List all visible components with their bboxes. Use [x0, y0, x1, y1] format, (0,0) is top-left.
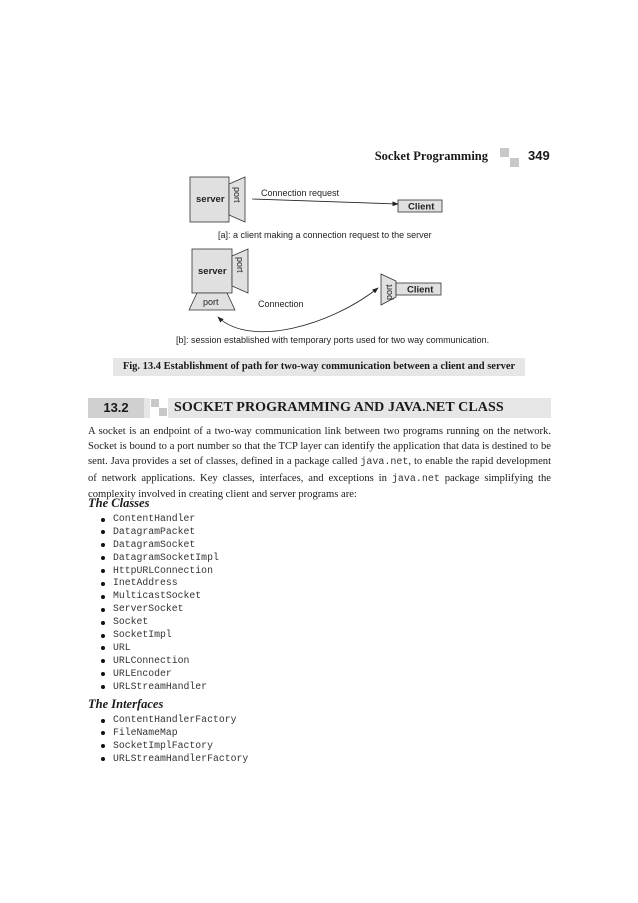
list-item: DatagramSocketImpl	[0, 552, 219, 565]
section-title: SOCKET PROGRAMMING AND JAVA.NET CLASS	[174, 400, 504, 415]
figure-13-4	[0, 170, 638, 360]
list-item: SocketImplFactory	[0, 740, 248, 753]
list-item: URLEncoder	[0, 668, 219, 681]
list-item: MulticastSocket	[0, 590, 219, 603]
sub-caption-a: [a]: a client making a connection request to the server	[218, 230, 432, 240]
port-top-label-b: port	[235, 257, 245, 273]
client-port-label-b: port	[384, 284, 394, 300]
running-head-title: Socket Programming	[374, 149, 488, 163]
server-label-a: server	[196, 194, 225, 205]
code-java-net: java.net	[391, 473, 440, 485]
sub-caption-b: [b]: session established with temporary ports used for two way communication.	[176, 335, 490, 345]
port-label-a: port	[232, 187, 242, 203]
paragraph-text: A socket is an endpoint of a two-way communication link between two programs running on the network. Socket is bound to a port number so that the TCP layer can identify the application that data is destined to be sent. Java provides a set of classes, defined in a package called	[88, 426, 551, 468]
list-item: DatagramSocket	[0, 539, 219, 552]
section-number: 13.2	[88, 398, 144, 418]
decorative-squares-icon	[150, 398, 168, 418]
code-java-net: java.net	[360, 457, 409, 469]
connection-label: Connection	[258, 299, 304, 309]
decorative-squares-icon	[500, 148, 520, 168]
list-item: URLStreamHandler	[0, 681, 219, 694]
list-item: FileNameMap	[0, 727, 248, 740]
list-item: URLConnection	[0, 655, 219, 668]
figure-caption: Fig. 13.4 Establishment of path for two-way communication between a client and server	[113, 358, 525, 376]
interfaces-heading: The Interfaces	[88, 697, 164, 711]
port-bottom-label-b: port	[203, 297, 219, 307]
interfaces-list	[0, 714, 248, 766]
list-item: Socket	[0, 616, 219, 629]
list-item: ContentHandler	[0, 513, 219, 526]
connection-diagram	[0, 170, 638, 360]
page-number: 349	[528, 148, 550, 163]
list-item: URLStreamHandlerFactory	[0, 753, 248, 766]
running-head	[0, 148, 638, 168]
connection-arrow	[218, 288, 378, 332]
section-heading	[88, 398, 551, 418]
list-item: DatagramPacket	[0, 526, 219, 539]
list-item: ContentHandlerFactory	[0, 714, 248, 727]
list-item: InetAddress	[0, 577, 219, 590]
list-item: HttpURLConnection	[0, 565, 219, 578]
classes-heading: The Classes	[88, 496, 150, 510]
client-label-b: Client	[407, 284, 434, 296]
classes-list	[0, 513, 219, 693]
list-item: ServerSocket	[0, 603, 219, 616]
list-item: URL	[0, 642, 219, 655]
list-item: SocketImpl	[0, 629, 219, 642]
client-label-a: Client	[408, 201, 435, 213]
paragraph-text: , to enable the rapid development of network applications. Key classes, interfaces, and exceptions in	[88, 456, 552, 484]
request-label: Connection request	[261, 188, 340, 198]
paragraph-text: package simplifying the complexity involved in creating client and server programs are:	[88, 472, 552, 500]
server-label-b: server	[198, 266, 227, 277]
intro-paragraph	[88, 424, 551, 502]
request-arrow	[252, 199, 398, 204]
